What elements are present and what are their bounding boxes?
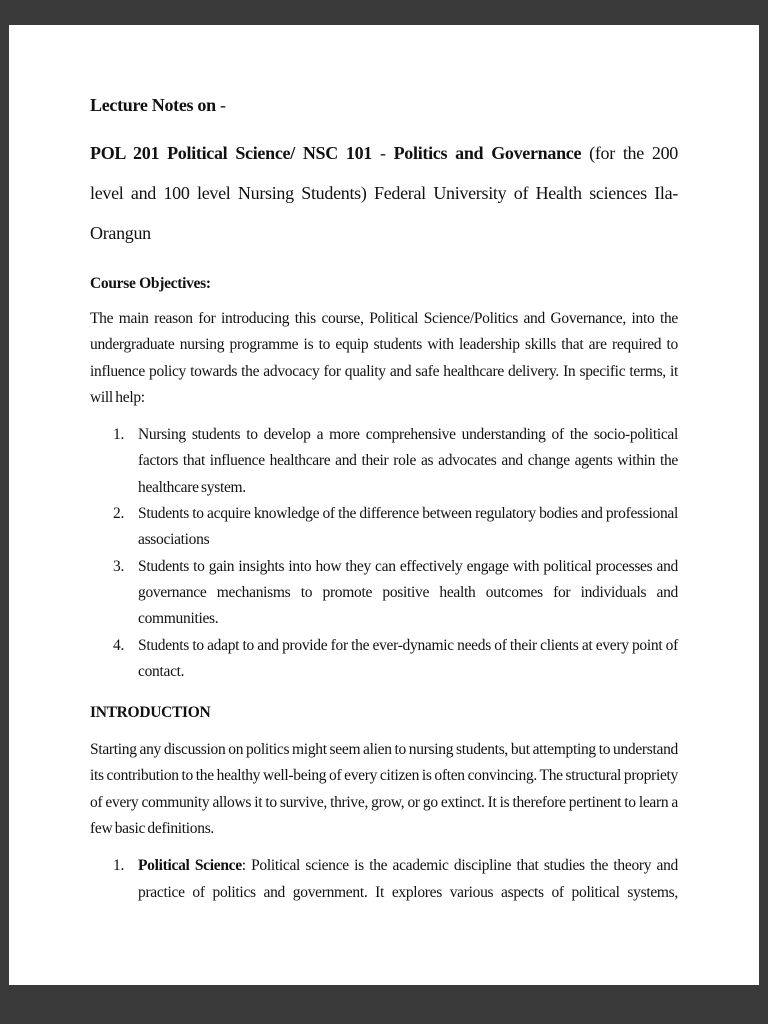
page-content — [9, 25, 759, 906]
objectives-list — [90, 422, 678, 685]
objectives-list-item — [90, 554, 678, 633]
definition-list-item — [90, 853, 678, 906]
definitions-list — [90, 853, 678, 906]
introduction-paragraph: Starting any discussion on politics might seem alien to nursing students, but attempting to understand its contribution to the healthy well-being of every citizen is often convincing. The structural propriety of every community allows it to survive, thrive, grow, or go extinct. It is therefore pertinent to learn a few basic definitions. — [90, 741, 678, 838]
introduction-heading: INTRODUCTION — [90, 704, 211, 722]
course-code-primary: POL 201 Political Science/ NSC 101 — [90, 143, 373, 163]
course-code-secondary: Politics and Governance — [393, 143, 582, 163]
course-objectives-paragraph: The main reason for introducing this course, Political Science/Politics and Governance, into the undergraduate nursing programme is to equip students with leadership skills that are required to influence policy towards the advocacy for quality and safe healthcare delivery. In specific terms, it will help: — [90, 310, 678, 406]
course-heading-subtitle: (for the 200 level and 100 level Nursing Students) Federal University of Health sciences Ila-Orangun — [90, 143, 678, 243]
objectives-list-item — [90, 633, 678, 686]
document-title-text: Lecture Notes on — [90, 95, 216, 115]
course-heading-separator: - — [372, 143, 394, 163]
document-page — [9, 25, 759, 985]
document-title — [90, 91, 678, 119]
list-item-number: 4. — [113, 636, 125, 654]
list-item-number: 1. — [113, 426, 125, 444]
list-item-number: 2. — [113, 505, 125, 523]
list-item-number: 3. — [113, 557, 125, 575]
definition-text: : Political science is the academic discipline that studies the theory and practice of politics and government. It explores various aspects of political systems, — [138, 857, 678, 901]
list-item-text: Students to adapt to and provide for the ever-dynamic needs of their clients at every point of contact. — [138, 636, 678, 680]
list-item-text: Students to gain insights into how they can effectively engage with political processes and governance mechanisms to promote positive health outcomes for individuals and communities. — [138, 557, 678, 628]
definition-term: Political Science — [138, 857, 242, 875]
list-item-text: Students to acquire knowledge of the difference between regulatory bodies and professional associations — [138, 505, 678, 549]
objectives-list-item — [90, 501, 678, 554]
course-heading — [90, 133, 678, 253]
list-item-number: 1. — [113, 857, 125, 875]
course-objectives-heading: Course Objectives: — [90, 275, 211, 292]
list-item-text: Nursing students to develop a more comprehensive understanding of the socio-political factors that influence healthcare and their role as advocates and change agents within the healthcare system. — [138, 426, 678, 496]
objectives-list-item — [90, 422, 678, 501]
document-title-dash: - — [215, 95, 226, 115]
